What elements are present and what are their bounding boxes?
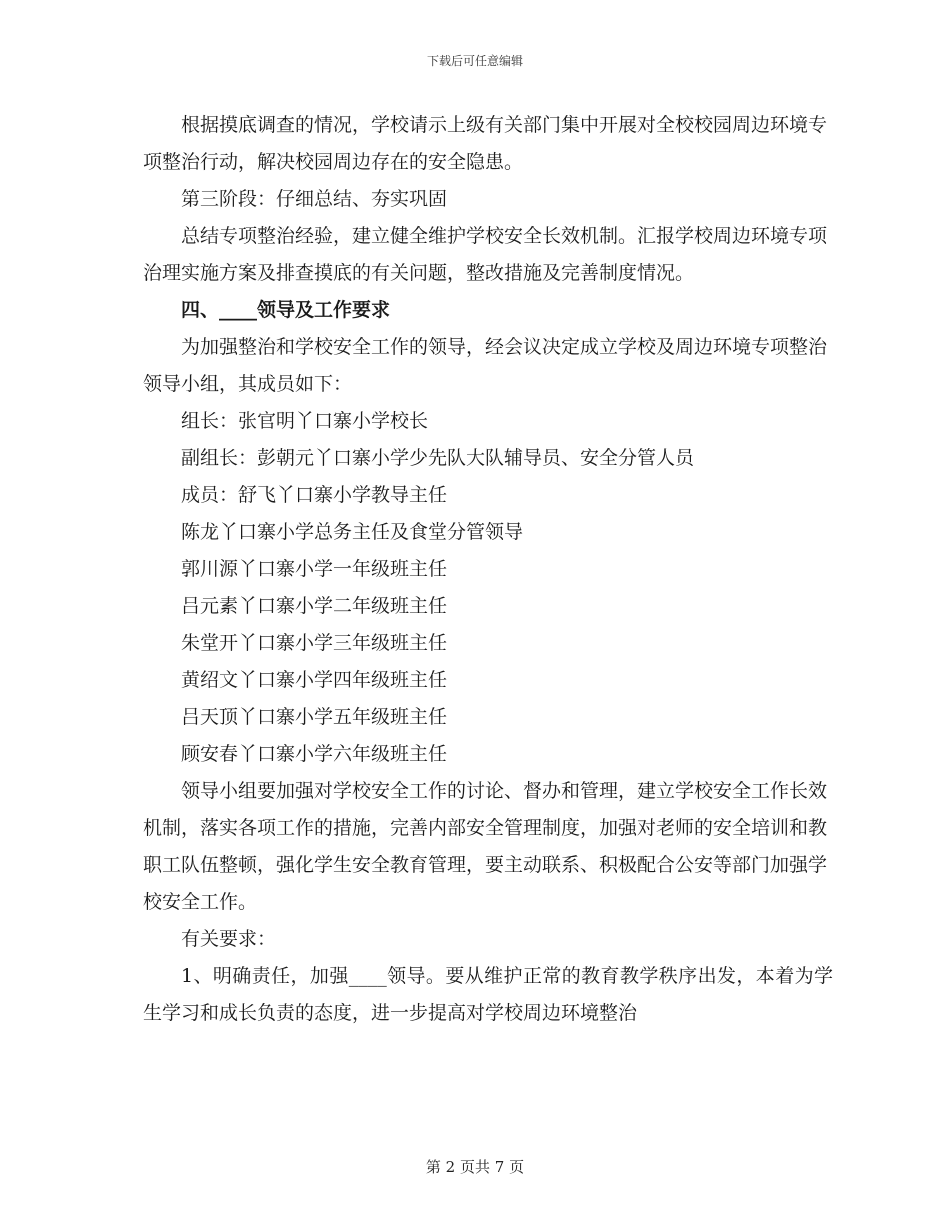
- member-lv-yuansu: 吕元素丫口寨小学二年级班主任: [181, 595, 448, 617]
- page-header: 下载后可任意编辑: [426, 54, 523, 68]
- member-guo-chuanyuan: 郭川源丫口寨小学一年级班主任: [181, 558, 448, 580]
- section-heading-four: 四、____领导及工作要求: [181, 299, 391, 321]
- member-members: 成员：舒飞丫口寨小学教导主任: [181, 484, 448, 506]
- member-zhu-tangkai: 朱堂开丫口寨小学三年级班主任: [181, 632, 448, 654]
- member-lv-tianding: 吕天顶丫口寨小学五年级班主任: [181, 706, 448, 728]
- requirement-item-1: 1、明确责任，加强____领导。要从维护正常的教育教学秩序出发，本着为学生学习和成长负责的态度，进一步提高对学校周边环境整治: [143, 965, 833, 1024]
- member-gu-anchun: 顾安春丫口寨小学六年级班主任: [181, 743, 448, 765]
- paragraph-group-duties: 领导小组要加强对学校安全工作的讨论、督办和管理，建立学校安全工作长效机制，落实各项工作的措施，完善内部安全管理制度，加强对老师的安全培训和教职工队伍整顿，强化学生安全教育管理，要主动联系、积极配合公安等部门加强学校安全工作。: [143, 780, 828, 913]
- member-deputy-leader: 副组长：彭朝元丫口寨小学少先队大队辅导员、安全分管人员: [181, 447, 695, 469]
- paragraph-summary: 总结专项整治经验，建立健全维护学校安全长效机制。汇报学校周边环境专项治理实施方案及排查摸底的有关问题，整改措施及完善制度情况。: [143, 225, 828, 284]
- page-footer: 第 2 页共 7 页: [425, 1158, 525, 1176]
- member-leader: 组长：张官明丫口寨小学校长: [181, 410, 429, 432]
- paragraph-requirements-label: 有关要求：: [181, 928, 277, 950]
- member-chen-long: 陈龙丫口寨小学总务主任及食堂分管领导: [181, 521, 524, 543]
- document-body: [143, 107, 833, 1032]
- paragraph-investigation: 根据摸底调查的情况，学校请示上级有关部门集中开展对全校校园周边环境专项整治行动，解决校园周边存在的安全隐患。: [143, 114, 828, 173]
- paragraph-phase-three: 第三阶段：仔细总结、夯实巩固: [181, 188, 448, 210]
- member-huang-shaowen: 黄绍文丫口寨小学四年级班主任: [181, 669, 448, 691]
- paragraph-leadership-group: 为加强整治和学校安全工作的领导，经会议决定成立学校及周边环境专项整治领导小组，其成员如下：: [143, 336, 828, 395]
